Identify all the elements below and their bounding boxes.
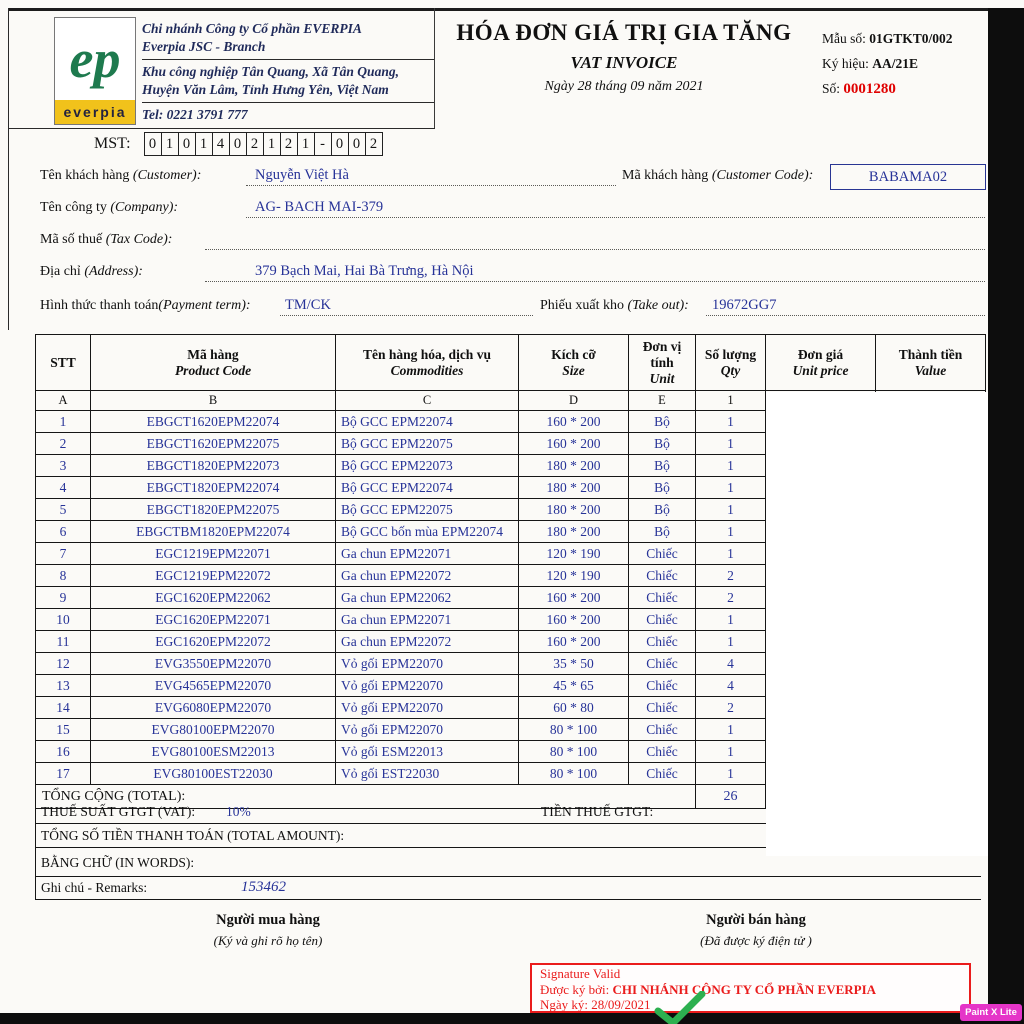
item-row: 9 EGC1620EPM22062 Ga chun EPM22062 160 * 200 Chiếc 2 xyxy=(36,587,986,609)
col-letter: 1 xyxy=(696,391,766,411)
items-header-row xyxy=(36,335,986,391)
take-out-label: Phiếu xuất kho (Take out): xyxy=(540,298,689,313)
item-row: 12 EVG3550EPM22070 Vỏ gối EPM22070 35 * 50 Chiếc 4 xyxy=(36,653,986,675)
vat-amount-label: TIỀN THUẾ GTGT: xyxy=(541,804,654,819)
item-row: 16 EVG80100ESM22013 Vỏ gối ESM22013 80 * 100 Chiếc 1 xyxy=(36,741,986,763)
grand-total-row xyxy=(35,824,776,848)
item-row: 17 EVG80100EST22030 Vỏ gối EST22030 80 * 100 Chiếc 1 xyxy=(36,763,986,785)
invoice-title: HÓA ĐƠN GIÁ TRỊ GIA TĂNG xyxy=(456,20,792,45)
redaction-overlay xyxy=(766,392,988,856)
total-qty: 26 xyxy=(696,785,766,809)
header-bottom-line xyxy=(8,128,435,129)
col-letter: E xyxy=(629,391,696,411)
paint-x-lite-watermark: Paint X Lite xyxy=(960,1004,1022,1021)
col-header: Kích cỡ Size xyxy=(519,335,629,391)
invoice-title-en: VAT INVOICE xyxy=(570,53,678,72)
in-words-label: BẰNG CHỮ (IN WORDS): xyxy=(41,855,195,870)
mst-cell: 1 xyxy=(263,132,281,156)
vat-rate-value: 10% xyxy=(226,804,251,819)
dotted-underline xyxy=(246,200,985,218)
mst-cells xyxy=(145,132,383,156)
col-header: Số lượng Qty xyxy=(696,335,766,391)
mst-cell: - xyxy=(314,132,332,156)
mst-cell: 4 xyxy=(212,132,230,156)
dotted-underline xyxy=(205,264,985,282)
payment-term-value: TM/CK xyxy=(285,297,331,313)
logo-wordmark: everpia xyxy=(55,100,135,124)
customer-name-label: Tên khách hàng (Customer): xyxy=(40,168,202,183)
customer-code-box: BABAMA02 xyxy=(830,164,986,190)
photo-edge-bottom xyxy=(0,1013,1024,1024)
seller-info xyxy=(142,20,434,124)
item-row: 14 EVG6080EPM22070 Vỏ gối EPM22070 60 * 80 Chiếc 2 xyxy=(36,697,986,719)
seller-address-line2: Huyện Văn Lâm, Tỉnh Hưng Yên, Việt Nam xyxy=(142,81,434,103)
logo-ep-monogram: ep xyxy=(69,29,121,89)
seller-sign-note: (Đã được ký điện tử ) xyxy=(700,933,812,948)
company-label: Tên công ty (Company): xyxy=(40,200,179,215)
meta-form: Mẫu số: 01GTKT0/002 xyxy=(822,31,953,46)
col-letter: D xyxy=(519,391,629,411)
col-letter: B xyxy=(91,391,336,411)
everpia-logo xyxy=(54,17,136,125)
meta-form-value: 01GTKT0/002 xyxy=(869,31,953,46)
seller-name-vi: Chi nhánh Công ty Cổ phần EVERPIA xyxy=(142,21,362,36)
mst-cell: 0 xyxy=(229,132,247,156)
meta-serial: Ký hiệu: AA/21E xyxy=(822,56,919,71)
seller-tel: Tel: 0221 3791 777 xyxy=(142,107,248,122)
dotted-underline xyxy=(205,232,985,250)
remarks-label: Ghi chú - Remarks: xyxy=(41,880,148,895)
signature-valid-text: Signature Valid xyxy=(540,966,621,981)
vat-row xyxy=(35,800,776,824)
mst-cell: 2 xyxy=(280,132,298,156)
customer-name-value: Nguyễn Việt Hà xyxy=(255,167,349,183)
col-letter: A xyxy=(36,391,91,411)
item-row: 15 EVG80100EPM22070 Vỏ gối EPM22070 80 * 100 Chiếc 1 xyxy=(36,719,986,741)
remarks-row xyxy=(35,877,981,900)
sign-date-line: Ngày ký: 28/09/2021 xyxy=(540,997,651,1012)
company-value: AG- BACH MAI-379 xyxy=(255,199,384,215)
item-row: 4 EBGCT1820EPM22074 Bộ GCC EPM22074 180 * 200 Bộ 1 xyxy=(36,477,986,499)
invoice-date: Ngày 28 tháng 09 năm 2021 xyxy=(544,79,704,94)
tax-code-label: Mã số thuế (Tax Code): xyxy=(40,232,173,247)
col-letter: C xyxy=(336,391,519,411)
seller-sign-title: Người bán hàng xyxy=(706,912,806,928)
item-row: 10 EGC1620EPM22071 Ga chun EPM22071 160 * 200 Chiếc 1 xyxy=(36,609,986,631)
green-checkmark-icon xyxy=(653,991,707,1024)
left-border-line xyxy=(8,8,9,330)
col-header: STT xyxy=(36,335,91,391)
item-row: 6 EBGCTBM1820EPM22074 Bộ GCC bốn mùa EPM22074 180 * 200 Bộ 1 xyxy=(36,521,986,543)
photo-edge-right xyxy=(988,8,1024,1024)
dotted-underline xyxy=(246,168,616,186)
buyer-sign-note: (Ký và ghi rõ họ tên) xyxy=(213,933,323,948)
header-divider-line xyxy=(434,8,435,129)
item-row: 11 EGC1620EPM22072 Ga chun EPM22072 160 * 200 Chiếc 1 xyxy=(36,631,986,653)
seller-signature-block xyxy=(630,912,882,949)
item-row: 3 EBGCT1820EPM22073 Bộ GCC EPM22073 180 * 200 Bộ 1 xyxy=(36,455,986,477)
mst-cell: 0 xyxy=(348,132,366,156)
signed-by-value: CHI NHÁNH CÔNG TY CỔ PHẦN EVERPIA xyxy=(612,981,877,997)
item-row: 7 EGC1219EPM22071 Ga chun EPM22071 120 * 190 Chiếc 1 xyxy=(36,543,986,565)
dotted-underline xyxy=(706,298,985,316)
buyer-sign-title: Người mua hàng xyxy=(216,912,320,928)
grand-total-label: TỔNG SỐ TIỀN THANH TOÁN (TOTAL AMOUNT): xyxy=(41,828,345,843)
invoice-meta xyxy=(822,26,987,102)
item-row: 8 EGC1219EPM22072 Ga chun EPM22072 120 * 190 Chiếc 2 xyxy=(36,565,986,587)
col-header: Đơn giá Unit price xyxy=(766,335,876,391)
customer-code-label: Mã khách hàng (Customer Code): xyxy=(622,168,814,183)
meta-number: Số: 0001280 xyxy=(822,81,896,97)
mst-cell: 2 xyxy=(246,132,264,156)
col-header: Đơn vị tính Unit xyxy=(629,335,696,391)
mst-cell: 0 xyxy=(144,132,162,156)
digital-signature-stamp xyxy=(530,963,971,1013)
mst-cell: 0 xyxy=(331,132,349,156)
total-label: TỔNG CỘNG (TOTAL): xyxy=(36,785,696,809)
seller-name-en: Everpia JSC - Branch xyxy=(142,38,434,60)
tax-id-label: MST: xyxy=(94,135,131,152)
mst-cell: 1 xyxy=(161,132,179,156)
item-row: 5 EBGCT1820EPM22075 Bộ GCC EPM22075 180 * 200 Bộ 1 xyxy=(36,499,986,521)
item-row: 2 EBGCT1620EPM22075 Bộ GCC EPM22075 160 * 200 Bộ 1 xyxy=(36,433,986,455)
buyer-signature-block xyxy=(148,912,388,949)
tax-id-row xyxy=(94,132,383,156)
col-header: Tên hàng hóa, dịch vụ Commodities xyxy=(336,335,519,391)
seller-address-line1: Khu công nghiệp Tân Quang, Xã Tân Quang, xyxy=(142,64,399,79)
signed-by-line: Được ký bởi: CHI NHÁNH CÔNG TY CỔ PHẦN EVERPIA xyxy=(540,981,877,997)
item-row: 13 EVG4565EPM22070 Vỏ gối EPM22070 45 * 65 Chiếc 4 xyxy=(36,675,986,697)
dotted-underline xyxy=(280,298,533,316)
invoice-title-block xyxy=(436,20,812,95)
mst-cell: 1 xyxy=(195,132,213,156)
col-header: Mã hàng Product Code xyxy=(91,335,336,391)
item-row: 1 EBGCT1620EPM22074 Bộ GCC EPM22074 160 * 200 Bộ 1 xyxy=(36,411,986,433)
vat-rate-label: THUẾ SUẤT GTGT (VAT): xyxy=(41,804,196,819)
address-label: Địa chỉ (Address): xyxy=(40,264,143,279)
mst-cell: 1 xyxy=(297,132,315,156)
top-border-line xyxy=(8,8,988,11)
mst-cell: 2 xyxy=(365,132,383,156)
address-value: 379 Bạch Mai, Hai Bà Trưng, Hà Nội xyxy=(255,263,474,279)
col-header: Thành tiền Value xyxy=(876,335,986,391)
remarks-value: 153462 xyxy=(241,879,286,895)
payment-term-label: Hình thức thanh toán(Payment term): xyxy=(40,298,251,313)
meta-serial-value: AA/21E xyxy=(872,56,919,71)
invoice-number: 0001280 xyxy=(843,81,896,97)
mst-cell: 0 xyxy=(178,132,196,156)
take-out-value: 19672GG7 xyxy=(712,297,777,313)
